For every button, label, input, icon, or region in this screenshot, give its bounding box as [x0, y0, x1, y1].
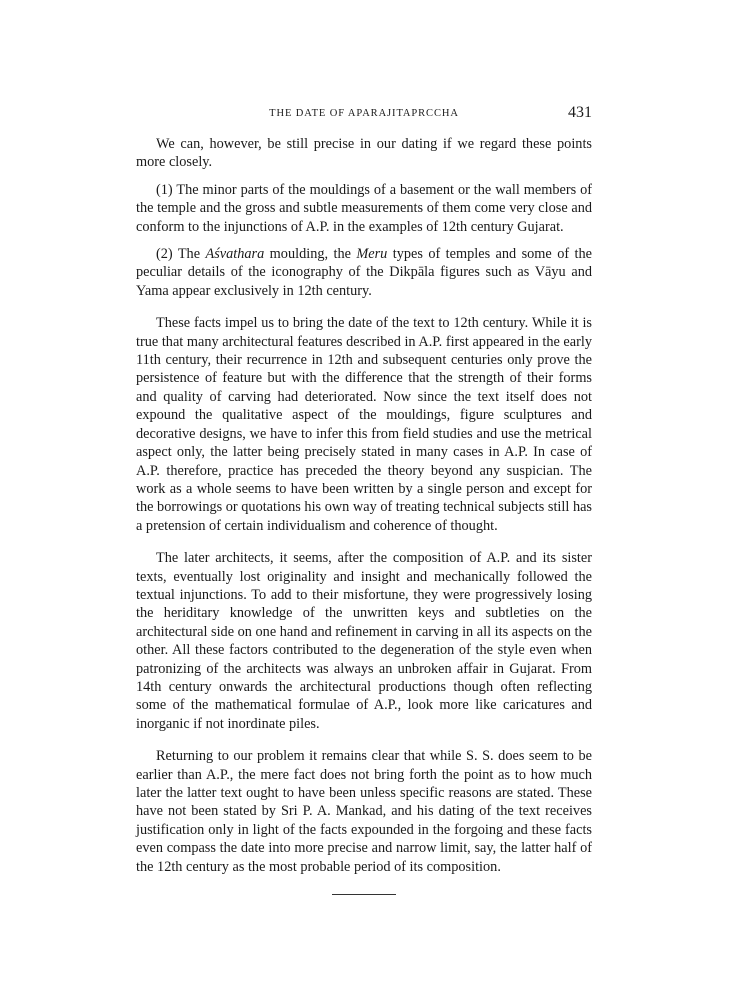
point-2-term-asvathara: Aśvathara — [205, 246, 265, 263]
point-2-paragraph — [136, 245, 592, 300]
point-2-number: (2) — [156, 246, 173, 263]
point-2-mid: moulding, the — [264, 246, 357, 263]
point-2-term-meru: Meru — [356, 246, 388, 263]
running-title: THE DATE OF APARAJITAPRCCHA — [269, 108, 459, 119]
paragraph-3: Returning to our problem it remains clear that while S. S. does seem to be earlier than A.P., the mere fact does not bring forth the point as to how much later the latter text ought to have been unless specific reasons are stated. These have not been stated by Sri P. A. Mankad, and his dating of the text receives justification only in light of the facts expounded in the forgoing and these facts even compass the date into more precise and narrow limit, say, the latter half of the 12th century as the most probable period of its composition. — [136, 748, 592, 875]
point-1-number: (1) — [156, 181, 173, 198]
intro-paragraph: We can, however, be still precise in our dating if we regard these points more closely. — [136, 136, 592, 171]
paragraph-2: The later architects, it seems, after the composition of A.P. and its sister texts, eventually lost originality and insight and mechanically followed the textual injunctions. To add to their misfortune, they were progressively losing the heriditary knowledge of the unwritten keys and subtleties on the architectural side on one hand and refinement in carving in all its aspects on the other. All these factors contributed to the degeneration of the style even when patronizing of the architects was always an unbroken affair in Gujarat. From 14th century onwards the architectural productions though often reflecting some of the mathematical formulae of A.P., look more like caricatures and inorganic if not inordinate piles. — [136, 550, 592, 732]
point-1-paragraph — [136, 181, 592, 236]
page-number: 431 — [568, 104, 592, 121]
paragraph-1: These facts impel us to bring the date of the text to 12th century. While it is true that many architectural features described in A.P. first appeared in the early 11th century, their recurrence in 12th and subsequent centuries only prove the persistence of feature but with the difference that the strength of their forms and quality of carving had deteriorated. Now since the text itself does not expound the qualitative aspect of the mouldings, figure sculptures and decorative designs, we have to infer this from field studies and use the metrical aspect only, the latter being precisely stated in many cases in A.P. In case of A.P. therefore, practice has preceded the theory beyond any suspician. The work as a whole seems to have been written by a single person and except for the borrowings or quotations his own way of treating technical subjects still has a pretension of certain individualism and coherence of thought. — [136, 315, 592, 534]
point-2-post: types of temples and some of the peculiar details of the iconography of the Dikpāla figures such as Vāyu and Yama appear exclusively in 12th century. — [136, 246, 592, 299]
running-header — [136, 104, 592, 126]
point-2-pre: The — [177, 246, 206, 263]
page-content — [136, 104, 592, 895]
end-rule — [332, 894, 396, 895]
point-1-text: The minor parts of the mouldings of a basement or the wall members of the temple and the gross and subtle measurements of them come very close and conform to the injunctions of A.P. in the examples of 12th century Gujarat. — [136, 181, 592, 235]
